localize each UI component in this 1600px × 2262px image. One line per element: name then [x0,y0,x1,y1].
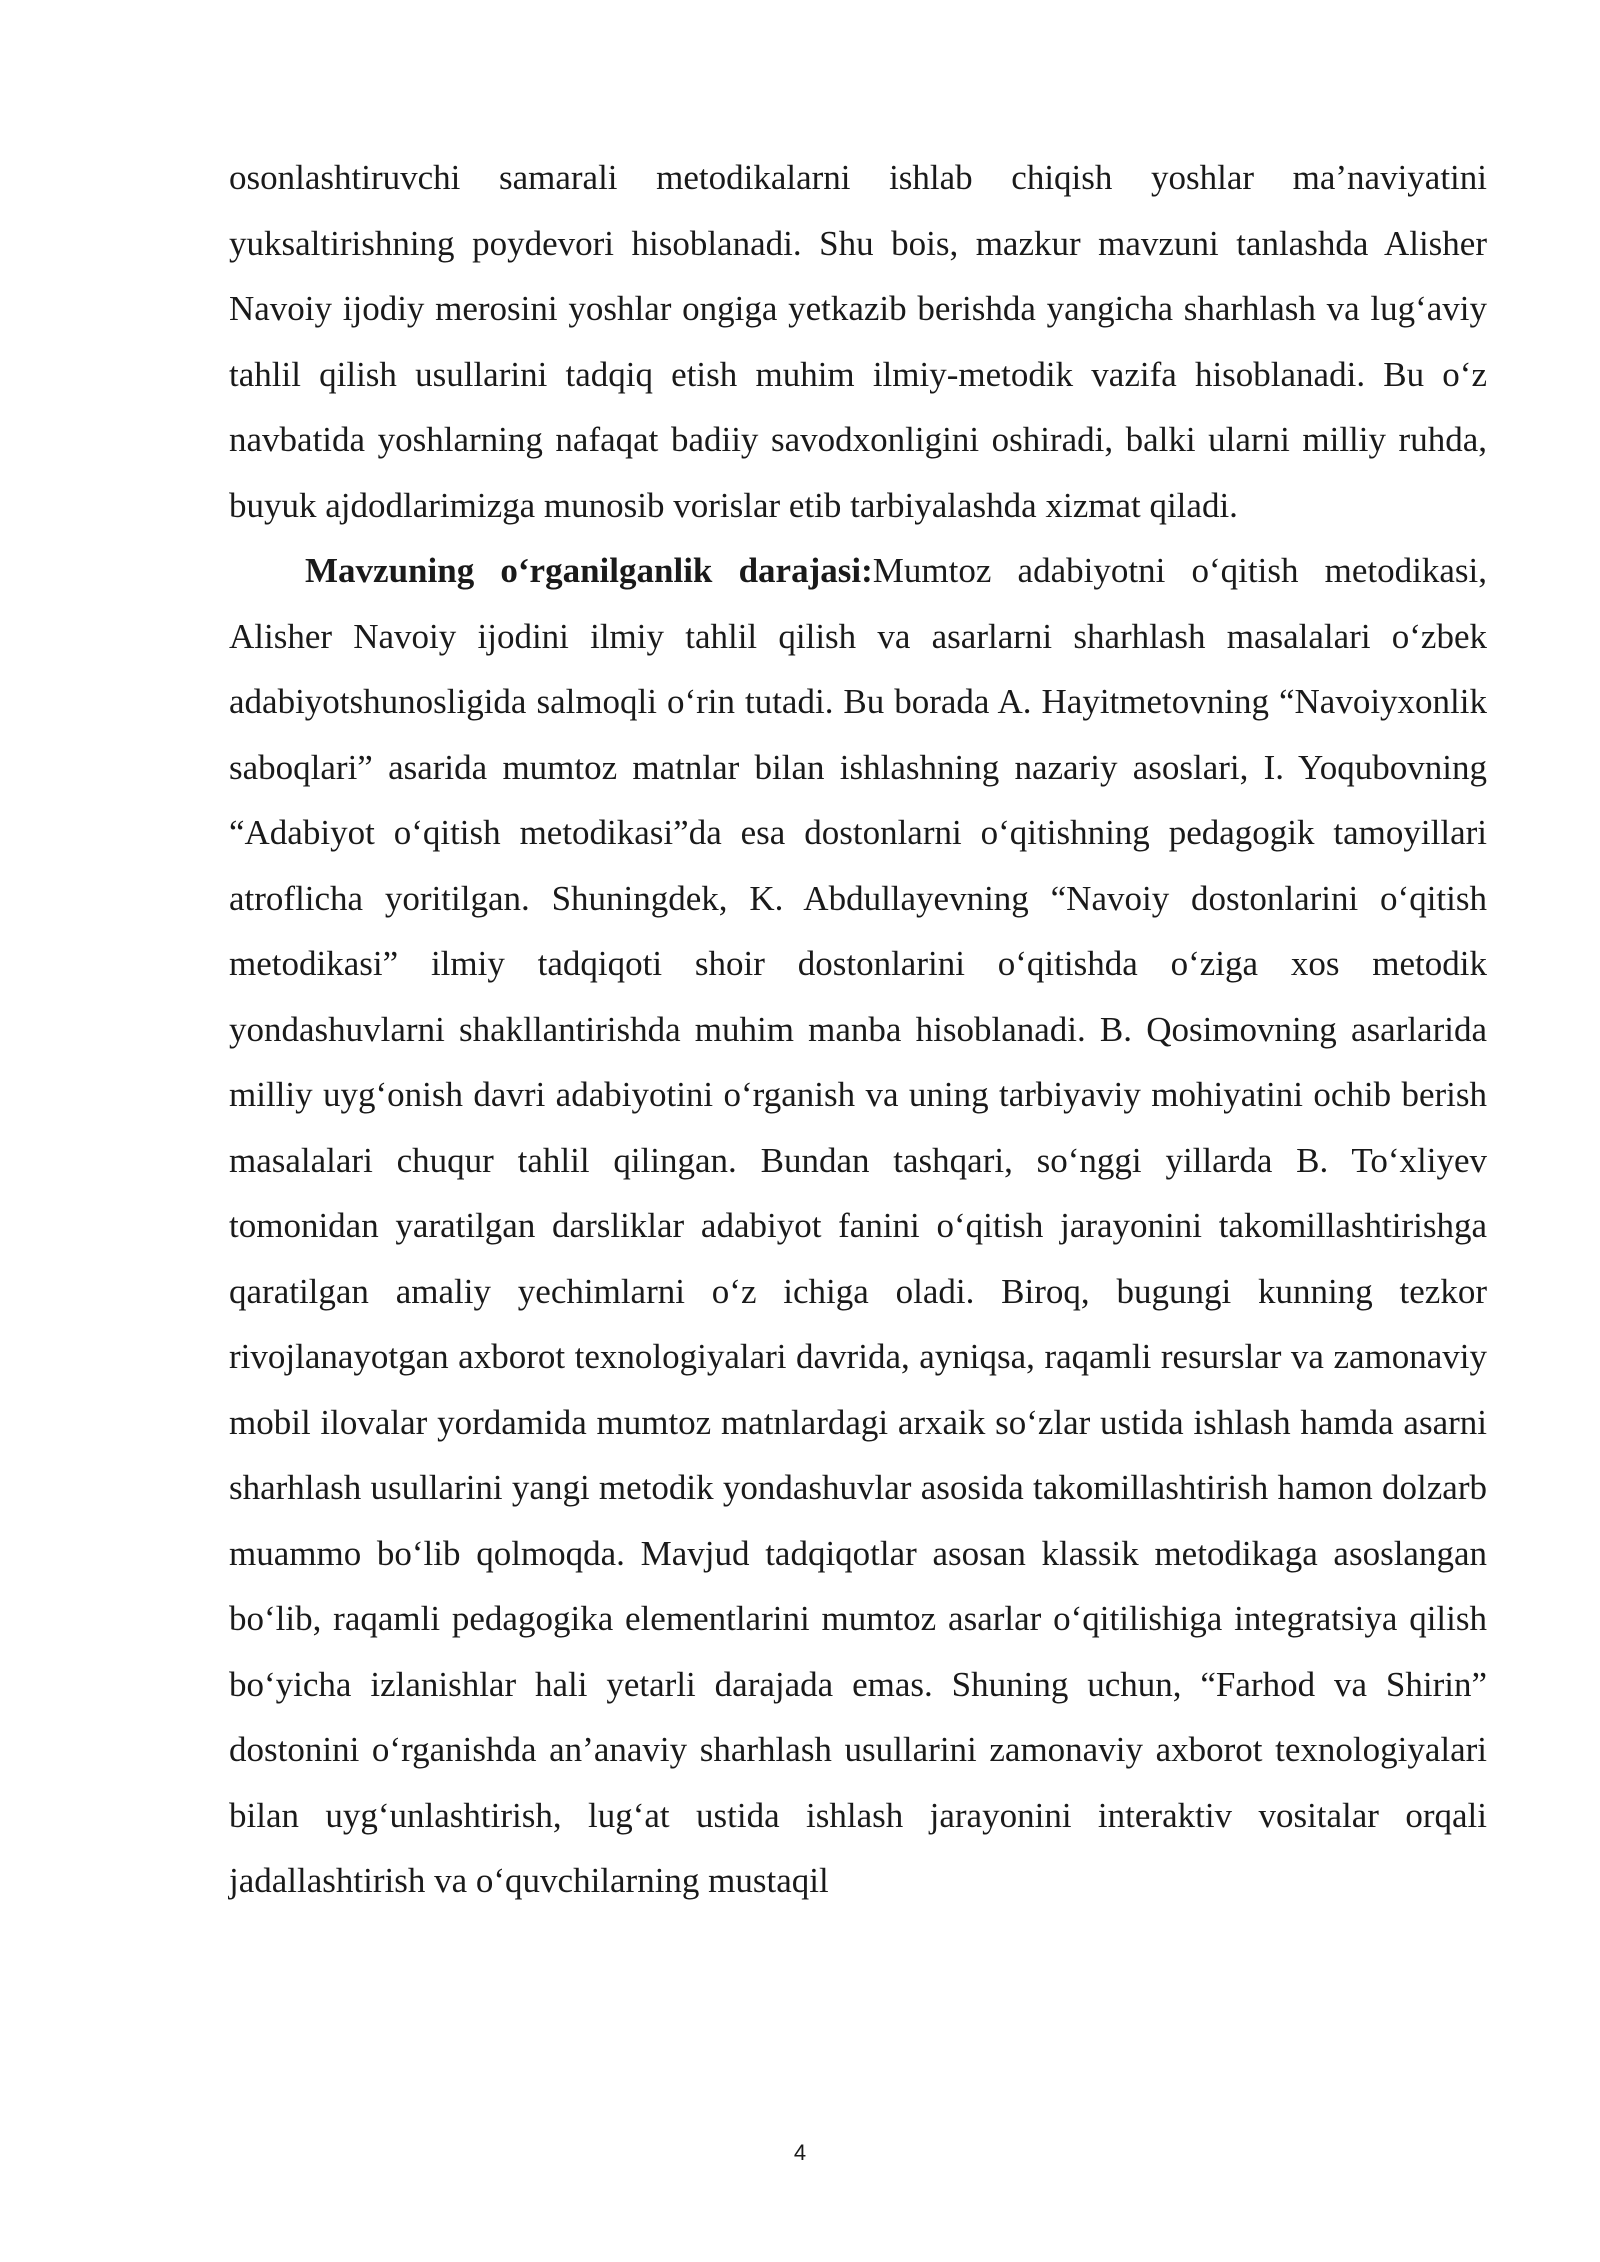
paragraph-body: Mumtoz adabiyotni o‘qitish metodikasi, Alisher Navoiy ijodini ilmiy tahlil qilish va asarlarni sharhlash masalalari o‘zbek adabiyotshunosligida salmoqli o‘rin tutadi. Bu borada A. Hayitmetovning “Navoiyxonlik saboqlari” asarida mumtoz matnlar bilan ishlashning nazariy asoslari, I. Yoqubovning “Adabiyot o‘qitish metodikasi”da esa dostonlarni o‘qitishning pedagogik tamoyillari atroflicha yoritilgan. Shuningdek, K. Abdullayevning “Navoiy dostonlarini o‘qitish metodikasi” ilmiy tadqiqoti shoir dostonlarini o‘qitishda o‘ziga xos metodik yondashuvlarni shakllantirishda muhim manba hisoblanadi. B. Qosimovning asarlarida milliy uyg‘onish davri adabiyotini o‘rganish va uning tarbiyaviy mohiyatini ochib berish masalalari chuqur tahlil qilingan. Bundan tashqari, so‘nggi yillarda B. To‘xliyev tomonidan yaratilgan darsliklar adabiyot fanini o‘qitish jarayonini takomillashtirishga qaratilgan amaliy yechimlarni o‘z ichiga oladi. Biroq, bugungi kunning tezkor rivojlanayotgan axborot texnologiyalari davrida, ayniqsa, raqamli resurslar va zamonaviy mobil ilovalar yordamida mumtoz matnlardagi arxaik so‘zlar ustida ishlash hamda asarni sharhlash usullarini yangi metodik yondashuvlar asosida takomillashtirish hamon dolzarb muammo bo‘lib qolmoqda. Mavjud tadqiqotlar asosan klassik metodikaga asoslangan bo‘lib, raqamli pedagogika elementlarini mumtoz asarlar o‘qitilishiga integratsiya qilish bo‘yicha izlanishlar hali yetarli darajada emas. Shuning uchun, “Farhod va Shirin” dostonini o‘rganishda an’anaviy sharhlash usullarini zamonaviy axborot texnologiyalari bilan uyg‘unlashtirish, lug‘at ustida ishlash jarayonini interaktiv vositalar orqali jadallashtirish va o‘quvchilarning mustaqil [229,551,1487,1900]
paragraph-continuation: osonlashtiruvchi samarali metodikalarni ishlab chiqish yoshlar ma’naviyatini yuksaltirishning poydevori hisoblanadi. Shu bois, mazkur mavzuni tanlashda Alisher Navoiy ijodiy merosini yoshlar ongiga yetkazib berishda yangicha sharhlash va lug‘aviy tahlil qilish usullarini tadqiq etish muhim ilmiy-metodik vazifa hisoblanadi. Bu o‘z navbatida yoshlarning nafaqat badiiy savodxonligini oshiradi, balki ularni milliy ruhda, buyuk ajdodlarimizga munosib vorislar etib tarbiyalashda xizmat qiladi. [229,158,1487,525]
paragraph-literature-review [229,538,1487,1914]
body-text [229,145,1487,1914]
section-heading-inline: Mavzuning o‘rganilganlik darajasi: [305,551,873,590]
page-number: 4 [793,2140,807,2165]
